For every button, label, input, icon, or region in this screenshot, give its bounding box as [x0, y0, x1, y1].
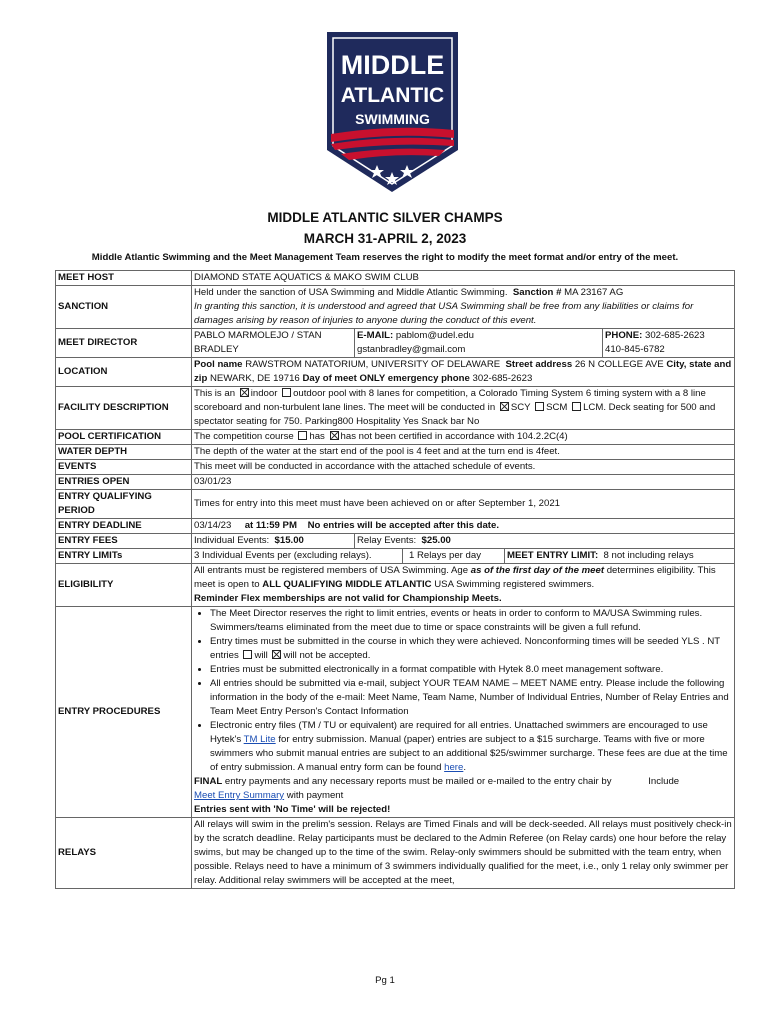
nt-will-checkbox[interactable]: [243, 650, 252, 659]
row-entry-procedures: ENTRY PROCEDURES • The Meet Director reserves the right to limit entries, events or heats in order to conform to MA/USA Swimming rules. Swimmers/teams eliminated from the meet due to time or space constraints will be given a full refund. • Entry times must be submitted in the course in which they were achieved. Nonconforming times will be seeded YLS . NT entries will will not be accepted. • Entries must be submitted electronically in a format compatible with Hytek 8.0 meet management software. • All entries should be submitted via e-mail, subject YOUR TEAM NAME – MEET NAME entry. Please include the following information in the body of the e-mail: Meet Name, Team Name, Number of Individual Entries, Number of Relay Entries and Team Meet Entry Person's Contact Information • Electronic entry files (TM / TU or equivalent) are required for all entries. Unattached swimmers are encouraged to use Hytek's TM Lite for entry submission. Manual (paper) entries are subject to a $15 surcharge. Teams with five or more swimmers who submit manual entries are subject to an additional $25/swimmer surcharge. These fees are due at the time of entry submission. A manual entry form can be found here. FINAL entry payments and any necessary reports must be mailed or e-mailed to the entry chair by Include Meet Entry Summary with payment Entries sent with 'No Time' will be rejected!: [56, 607, 735, 818]
row-entries-open: ENTRIES OPEN 03/01/23: [56, 475, 735, 490]
list-item: • Entry times must be submitted in the course in which they were achieved. Nonconforming times will be seeded YLS . NT entries will will not be accepted.: [210, 635, 732, 663]
has-certified-checkbox[interactable]: [298, 431, 307, 440]
row-entry-deadline: ENTRY DEADLINE 03/14/23 at 11:59 PM No entries will be accepted after this date.: [56, 519, 735, 534]
row-pool-certification: POOL CERTIFICATION The competition course has has not been certified in accordance with 104.2.2C(4): [56, 430, 735, 445]
middle-atlantic-swimming-logo: [321, 32, 464, 192]
row-entry-fees: ENTRY FEES Individual Events: $15.00 Relay Events: $25.00: [56, 534, 735, 549]
logo-line-3: SWIMMING: [355, 111, 430, 127]
nt-will-not-checkbox[interactable]: [272, 650, 281, 659]
lcm-checkbox[interactable]: [572, 402, 581, 411]
scy-checkbox[interactable]: [500, 402, 509, 411]
sanction-disclaimer: In granting this sanction, it is understood and agreed that USA Swimming shall be free from any liabilities or claims for damages arising by reason of injuries to anyone during the conduct of this event.: [194, 301, 694, 326]
value: Held under the sanction of USA Swimming and Middle Atlantic Swimming. Sanction # MA 23167 AG In granting this sanction, it is understood and agreed that USA Swimming shall be free from any liabilities or claims for damages arising by reason of injuries to anyone during the conduct of this event.: [192, 286, 735, 329]
label: ENTRY QUALIFYING PERIOD: [56, 490, 192, 519]
row-relays: RELAYS All relays will swim in the prelim's session. Relays are Timed Finals and will be deck-seeded. All relays must positively check-in by the scratch deadline. Relay participants must be declared to the Admin Referee (on Relay cards) one hour before the relay swims, but may be changed up to the time of the swim. Relay-only swimmers should be submitted with the team entry, when possible. Relays need to have a minimum of 3 swimmers individually qualified for the meet, i.e., only 1 relay only swimmer per relay. Additional relay swimmers will be accepted at the meet,: [56, 818, 735, 889]
logo-line-1: MIDDLE: [340, 50, 445, 80]
list-item: • Electronic entry files (TM / TU or equivalent) are required for all entries. Unattached swimmers are encouraged to use Hytek's TM Lite for entry submission. Manual (paper) entries are subject to a $15 surcharge. Teams with five or more swimmers who submit manual entries are subject to an additional $25/swimmer surcharge. These fees are due at the time of entry submission. A manual entry form can be found here.: [210, 719, 732, 775]
has-not-certified-checkbox[interactable]: [330, 431, 339, 440]
row-entry-limits: ENTRY LIMITs 3 Individual Events per (excluding relays). 1 Relays per day MEET ENTRY LIMIT: 8 not including relays: [56, 549, 735, 564]
row-entry-qualifying-period: ENTRY QUALIFYING PERIOD Times for entry into this meet must have been achieved on or after September 1, 2021: [56, 490, 735, 519]
tm-lite-link[interactable]: TM Lite: [243, 734, 276, 745]
label: WATER DEPTH: [56, 445, 192, 460]
procedures-list: [194, 607, 732, 775]
outdoor-checkbox[interactable]: [282, 388, 291, 397]
list-item: • All entries should be submitted via e-mail, subject YOUR TEAM NAME – MEET NAME entry. Please include the following information in the body of the e-mail: Meet Name, Team Name, Number of Individual Entries, Number of Relay Entries and Team Meet Entry Person's Contact Information: [210, 677, 732, 719]
label: MEET DIRECTOR: [56, 329, 192, 358]
page-number: Pg 1: [375, 975, 395, 986]
modification-notice: Middle Atlantic Swimming and the Meet Management Team reserves the right to modify the meet format and/or entry of the meet.: [91, 252, 679, 263]
row-events: EVENTS This meet will be conducted in accordance with the attached schedule of events.: [56, 460, 735, 475]
label: EVENTS: [56, 460, 192, 475]
label: LOCATION: [56, 358, 192, 387]
label: ENTRIES OPEN: [56, 475, 192, 490]
row-eligibility: ELIGIBILITY All entrants must be registered members of USA Swimming. Age as of the first day of the meet determines eligibility. This meet is open to ALL QUALIFYING MIDDLE ATLANTIC USA Swimming registered swimmers. Reminder Flex memberships are not valid for Championship Meets.: [56, 564, 735, 607]
no-time-warning: Entries sent with 'No Time' will be rejected!: [194, 804, 391, 815]
label: ENTRY LIMITs: [56, 549, 192, 564]
label: ELIGIBILITY: [56, 564, 192, 607]
meet-title: MIDDLE ATLANTIC SILVER CHAMPS: [267, 210, 503, 225]
row-sanction: [56, 286, 735, 329]
meet-dates: MARCH 31-APRIL 2, 2023: [303, 231, 467, 246]
row-meet-host: [56, 271, 735, 286]
meet-info-table: [55, 270, 735, 889]
list-item: • Entries must be submitted electronically in a format compatible with Hytek 8.0 meet management software.: [210, 663, 732, 677]
list-item: • The Meet Director reserves the right to limit entries, events or heats in order to conform to MA/USA Swimming rules. Swimmers/teams eliminated from the meet due to time or space constraints will be given a full refund.: [210, 607, 732, 635]
row-water-depth: WATER DEPTH The depth of the water at the start end of the pool is 4 feet and at the turn end is 4feet.: [56, 445, 735, 460]
label: POOL CERTIFICATION: [56, 430, 192, 445]
label: MEET HOST: [56, 271, 192, 286]
label: ENTRY FEES: [56, 534, 192, 549]
meet-entry-summary-link[interactable]: Meet Entry Summary: [194, 790, 285, 801]
value: DIAMOND STATE AQUATICS & MAKO SWIM CLUB: [192, 271, 735, 286]
scm-checkbox[interactable]: [535, 402, 544, 411]
row-facility-description: FACILITY DESCRIPTION This is an indoor outdoor pool with 8 lanes for competition, a Colorado Timing System 6 timing system with a 8 line scoreboard and non-turbulent lane lines. The meet will be conducted in SCY SCM LCM. Deck seating for 500 and spectator seating for 750. Parking800 Hospitality Yes Snack bar No: [56, 387, 735, 430]
row-location: LOCATION Pool name RAWSTROM NATATORIUM, UNIVERSITY OF DELAWARE Street address 26 N COLLEGE AVE City, state and zip NEWARK, DE 19716 Day of meet ONLY emergency phone 302-685-2623: [56, 358, 735, 387]
row-meet-director: MEET DIRECTOR PABLO MARMOLEJO / STAN BRADLEY E-MAIL: pablom@udel.edu gstanbradley@gmail.com PHONE: 302-685-2623 410-845-6782: [56, 329, 735, 358]
entry-form-link[interactable]: here: [444, 762, 464, 773]
label: ENTRY PROCEDURES: [56, 607, 192, 818]
logo-line-2: ATLANTIC: [340, 84, 445, 107]
label: RELAYS: [56, 818, 192, 889]
label: ENTRY DEADLINE: [56, 519, 192, 534]
label: SANCTION: [56, 286, 192, 329]
label: FACILITY DESCRIPTION: [56, 387, 192, 430]
indoor-checkbox[interactable]: [240, 388, 249, 397]
